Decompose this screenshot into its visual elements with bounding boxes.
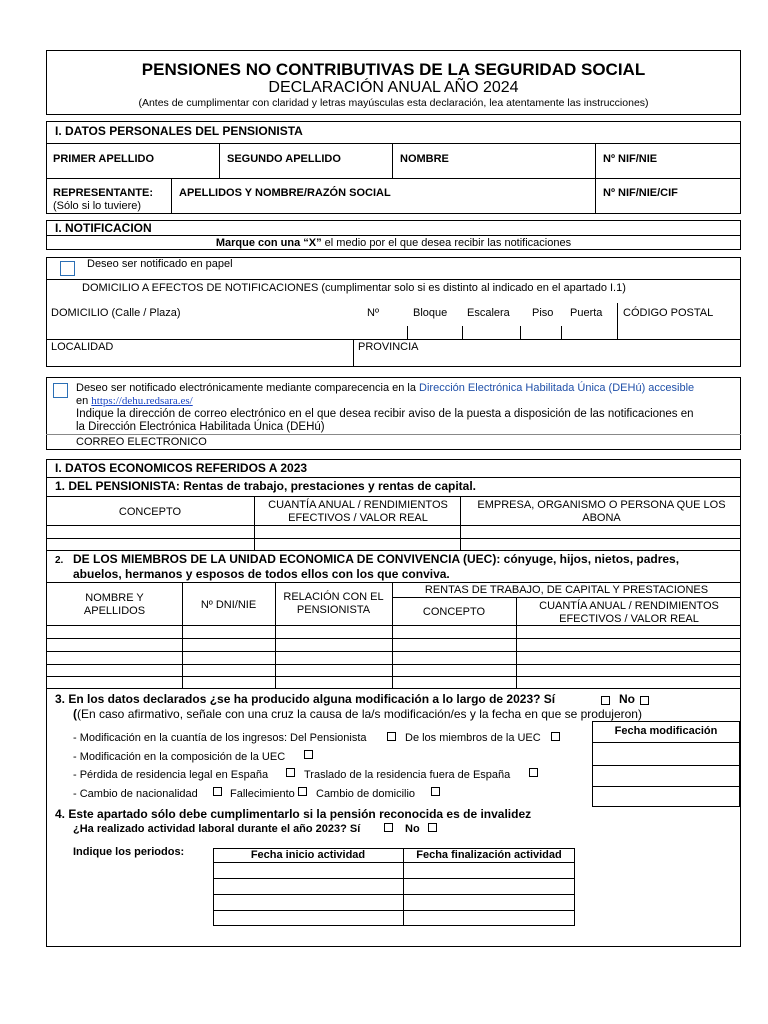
q3-item-traslado: Traslado de la residencia fuera de España	[304, 769, 511, 781]
q3-item-fallecimiento: Fallecimiento	[230, 788, 295, 800]
primer-apellido-label: PRIMER APELLIDO	[53, 153, 155, 165]
bloque-label: Bloque	[413, 307, 448, 319]
residencia-checkbox[interactable]	[286, 768, 295, 777]
nacionalidad-checkbox[interactable]	[213, 787, 222, 796]
electronica-checkbox[interactable]	[53, 383, 68, 398]
codigo-postal-label: CÓDIGO POSTAL	[623, 307, 714, 319]
q4-si-checkbox[interactable]	[384, 823, 393, 832]
cuantia-header: CUANTÍA ANUAL / RENDIMIENTOS EFECTIVOS / VALOR REAL	[268, 499, 448, 524]
traslado-checkbox[interactable]	[529, 768, 538, 777]
apellidos-razon-label: APELLIDOS Y NOMBRE/RAZÓN SOCIAL	[179, 187, 391, 199]
q3-item-nacionalidad: - Cambio de nacionalidad	[73, 788, 198, 800]
concepto-header: CONCEPTO	[118, 506, 182, 518]
personal-section-title: I. DATOS PERSONALES DEL PENSIONISTA	[55, 124, 303, 138]
uec-number: 2.	[55, 555, 64, 566]
nif-cif-label: Nº NIF/NIE/CIF	[603, 187, 678, 199]
economicos-title: I. DATOS ECONOMICOS REFERIDOS A 2023	[55, 461, 308, 475]
nombre-label: NOMBRE	[400, 153, 449, 165]
indique-line-1: Indique la dirección de correo electrónico en el que desea recibir aviso de la puesta a disposición de las notificaciones en	[76, 408, 694, 420]
rentas-header: RENTAS DE TRABAJO, DE CAPITAL Y PRESTACIONES	[424, 584, 709, 596]
representante-note: (Sólo si lo tuviere)	[53, 200, 142, 212]
indique-line-2: la Dirección Electrónica Habilitada Única (DEHú)	[76, 421, 325, 433]
q3-si-checkbox[interactable]	[601, 696, 610, 705]
localidad-label: LOCALIDAD	[51, 341, 114, 353]
papel-label: Deseo ser notificado en papel	[87, 258, 233, 270]
notificacion-title: I. NOTIFICACION	[55, 221, 152, 235]
nombre-apellidos-header: NOMBRE Y APELLIDOS	[83, 592, 146, 617]
empresa-header: EMPRESA, ORGANISMO O PERSONA QUE LOS ABONA	[477, 499, 726, 524]
q3-item-composicion: - Modificación en la composición de la UEC	[73, 751, 286, 763]
q3-item-residencia: - Pérdida de residencia legal en España	[73, 769, 269, 781]
fallecimiento-checkbox[interactable]	[298, 787, 307, 796]
form-note: (Antes de cumplimentar con claridad y letras mayúsculas esta declaración, lea atentamente las instrucciones)	[138, 97, 649, 109]
puerta-label: Puerta	[570, 307, 603, 319]
provincia-label: PROVINCIA	[358, 341, 419, 353]
dehu-link[interactable]: https://dehu.redsara.es/	[91, 395, 193, 407]
dni-header: Nº DNI/NIE	[200, 599, 257, 611]
representante-label: REPRESENTANTE:	[53, 187, 154, 199]
q4-no-label: No	[405, 823, 420, 835]
domicilio-efectos-label: DOMICILIO A EFECTOS DE NOTIFICACIONES (cumplimentar solo si es distinto al indicado en el apartado I.1)	[82, 282, 626, 294]
correo-label: CORREO ELECTRONICO	[76, 436, 207, 448]
form-subtitle: DECLARACIÓN ANUAL AÑO 2024	[268, 79, 519, 96]
composicion-checkbox[interactable]	[304, 750, 313, 759]
escalera-label: Escalera	[467, 307, 510, 319]
fecha-fin-header: Fecha finalización actividad	[416, 849, 562, 861]
fecha-modificacion-header: Fecha modificación	[614, 725, 718, 737]
domicilio-label: DOMICILIO (Calle / Plaza)	[51, 307, 181, 319]
form-title: PENSIONES NO CONTRIBUTIVAS DE LA SEGURIDAD SOCIAL	[141, 60, 646, 79]
segundo-apellido-label: SEGUNDO APELLIDO	[227, 153, 341, 165]
q3-item-domicilio: Cambio de domicilio	[316, 788, 416, 800]
numero-label: Nº	[367, 307, 379, 319]
q3-no-checkbox[interactable]	[640, 696, 649, 705]
periodos-label: Indique los periodos:	[73, 846, 185, 858]
q4-no-checkbox[interactable]	[428, 823, 437, 832]
marque-instruccion: Marque con una “X” el medio por el que desea recibir las notificaciones	[215, 237, 572, 249]
fecha-inicio-header: Fecha inicio actividad	[250, 849, 366, 861]
piso-label: Piso	[532, 307, 554, 319]
cuantia-pensionista-checkbox[interactable]	[387, 732, 396, 741]
domicilio-checkbox[interactable]	[431, 787, 440, 796]
nif-label: Nº NIF/NIE	[603, 153, 658, 165]
cuantia-uec-checkbox[interactable]	[551, 732, 560, 741]
q3-item-miembros: De los miembros de la UEC	[405, 732, 541, 744]
q3-item-cuantia: - Modificación en la cuantía de los ingresos: Del Pensionista	[73, 732, 367, 744]
papel-checkbox[interactable]	[60, 261, 75, 276]
q3-subtitle: ((En caso afirmativo, señale con una cruz la causa de la/s modificación/es y la fecha en que se produjeron)	[73, 707, 642, 721]
q3-title: 3. En los datos declarados ¿se ha producido alguna modificación a lo largo de 2023? Sí	[55, 692, 556, 706]
relacion-header: RELACIÓN CON EL PENSIONISTA	[283, 591, 384, 616]
dehu-link-line: en https://dehu.redsara.es/	[76, 395, 193, 407]
cuantia2-header: CUANTÍA ANUAL / RENDIMIENTOS EFECTIVOS / VALOR REAL	[539, 600, 719, 625]
q4-question: ¿Ha realizado actividad laboral durante el año 2023? Sí	[73, 823, 361, 835]
uec-title-line-1: DE LOS MIEMBROS DE LA UNIDAD ECONOMICA DE CONVIVENCIA (UEC): cónyuge, hijos, nietos, padres,	[73, 552, 680, 566]
pensionista-rentas-title: 1. DEL PENSIONISTA: Rentas de trabajo, prestaciones y rentas de capital.	[55, 479, 477, 493]
concepto2-header: CONCEPTO	[422, 606, 486, 618]
q3-no-label: No	[619, 692, 635, 706]
electronica-label: Deseo ser notificado electrónicamente mediante comparecencia en la Dirección Electrónica Habilitada Única (DEHú) accesible	[76, 382, 695, 394]
uec-title-line-2: abuelos, hermanos y esposos de todos ellos con los que conviva.	[73, 567, 450, 581]
q4-title: 4. Este apartado sólo debe cumplimentarlo si la pensión reconocida es de invalidez	[55, 807, 532, 821]
